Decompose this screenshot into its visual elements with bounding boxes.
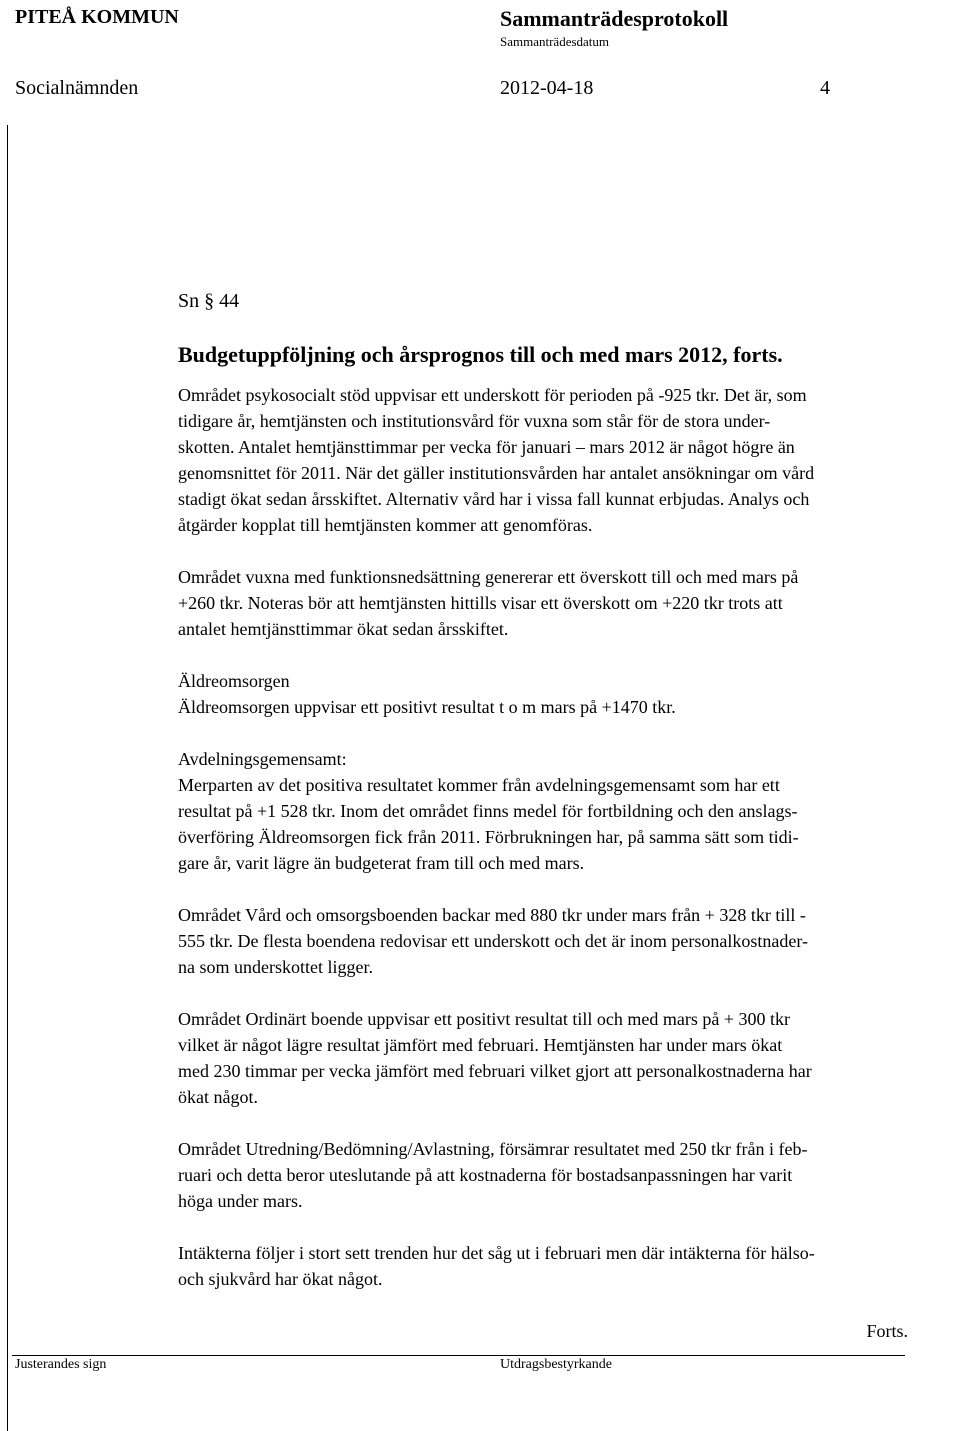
paragraph-line: genomsnittet för 2011. När det gäller institutionsvården har antalet ansökningar om vård (178, 463, 815, 483)
paragraph-line: åtgärder kopplat till hemtjänsten kommer att genomföras. (178, 515, 593, 535)
section-id: Sn § 44 (178, 290, 240, 312)
meeting-date-label: Sammanträdesdatum (500, 34, 610, 49)
footer-rule (12, 1355, 905, 1356)
paragraph-line: överföring Äldreomsorgen fick från 2011. Förbrukningen har, på samma sätt som tidi- (178, 827, 799, 847)
paragraph-line: och sjukvård har ökat något. (178, 1269, 383, 1289)
document-type: Sammanträdesprotokoll (500, 6, 729, 31)
paragraph-line: skotten. Antalet hemtjänsttimmar per vecka för januari – mars 2012 är något högre än (178, 437, 795, 457)
continued-label: Forts. (866, 1321, 908, 1341)
paragraph-line: med 230 timmar per vecka jämfört med februari vilket gjort att personalkostnaderna har (178, 1061, 812, 1081)
paragraph (178, 1136, 960, 1214)
paragraph-line: Äldreomsorgen (178, 671, 290, 691)
paragraph-line: na som underskottet ligger. (178, 957, 373, 977)
paragraph-line: stadigt ökat sedan årsskiftet. Alternativ vård har i vissa fall kunnat erbjudas. Analys och (178, 489, 810, 509)
org-name: PITEÅ KOMMUN (15, 6, 179, 28)
meeting-date: 2012-04-18 (500, 77, 594, 99)
paragraph-line: ökat något. (178, 1087, 258, 1107)
paragraph-line: Området Ordinärt boende uppvisar ett positivt resultat till och med mars på + 300 tkr (178, 1009, 791, 1029)
paragraph-line: antalet hemtjänsttimmar ökat sedan årsskiftet. (178, 619, 509, 639)
committee-name: Socialnämnden (15, 77, 139, 99)
paragraph-line: Intäkterna följer i stort sett trenden hur det såg ut i februari men där intäkterna för hälso- (178, 1243, 815, 1263)
paragraph-list (178, 382, 960, 1292)
left-margin-rule (7, 125, 8, 1431)
paragraph-line: ruari och detta beror uteslutande på att kostnaderna för bostadsanpassningen har varit (178, 1165, 793, 1185)
paragraph (178, 1240, 960, 1292)
paragraph-line: tidigare år, hemtjänsten och institutionsvård för vuxna som står för de stora under- (178, 411, 771, 431)
paragraph (178, 902, 960, 980)
paragraph (178, 382, 960, 538)
document-title: Budgetuppföljning och årsprognos till och med mars 2012, forts. (178, 342, 783, 367)
page-number: 4 (820, 77, 830, 99)
paragraph-line: Området Vård och omsorgsboenden backar med 880 tkr under mars från + 328 tkr till - (178, 905, 806, 925)
paragraph-line: höga under mars. (178, 1191, 303, 1211)
paragraph-line: 555 tkr. De flesta boendena redovisar ett underskott och det är inom personalkostnader- (178, 931, 808, 951)
extract-verification-label: Utdragsbestyrkande (500, 1357, 612, 1372)
signature-label: Justerandes sign (15, 1357, 107, 1372)
paragraph-line: Äldreomsorgen uppvisar ett positivt resultat t o m mars på +1470 tkr. (178, 697, 676, 717)
paragraph (178, 746, 960, 876)
paragraph (178, 1006, 960, 1110)
paragraph-line: resultat på +1 528 tkr. Inom det området finns medel för fortbildning och den anslags- (178, 801, 798, 821)
paragraph-line: gare år, varit lägre än budgeterat fram till och med mars. (178, 853, 585, 873)
paragraph-line: Området psykosocialt stöd uppvisar ett underskott för perioden på -925 tkr. Det är, som (178, 385, 807, 405)
paragraph-line: +260 tkr. Noteras bör att hemtjänsten hittills visar ett överskott om +220 tkr trots att (178, 593, 783, 613)
paragraph-line: Avdelningsgemensamt: (178, 749, 347, 769)
paragraph-line: vilket är något lägre resultat jämfört med februari. Hemtjänsten har under mars ökat (178, 1035, 783, 1055)
paragraph-line: Merparten av det positiva resultatet kommer från avdelningsgemensamt som har ett (178, 775, 780, 795)
document-body (178, 288, 960, 1344)
paragraph-line: Området Utredning/Bedömning/Avlastning, försämrar resultatet med 250 tkr från i feb- (178, 1139, 808, 1159)
paragraph (178, 668, 960, 720)
paragraph (178, 564, 960, 642)
paragraph-line: Området vuxna med funktionsnedsättning genererar ett överskott till och med mars på (178, 567, 799, 587)
